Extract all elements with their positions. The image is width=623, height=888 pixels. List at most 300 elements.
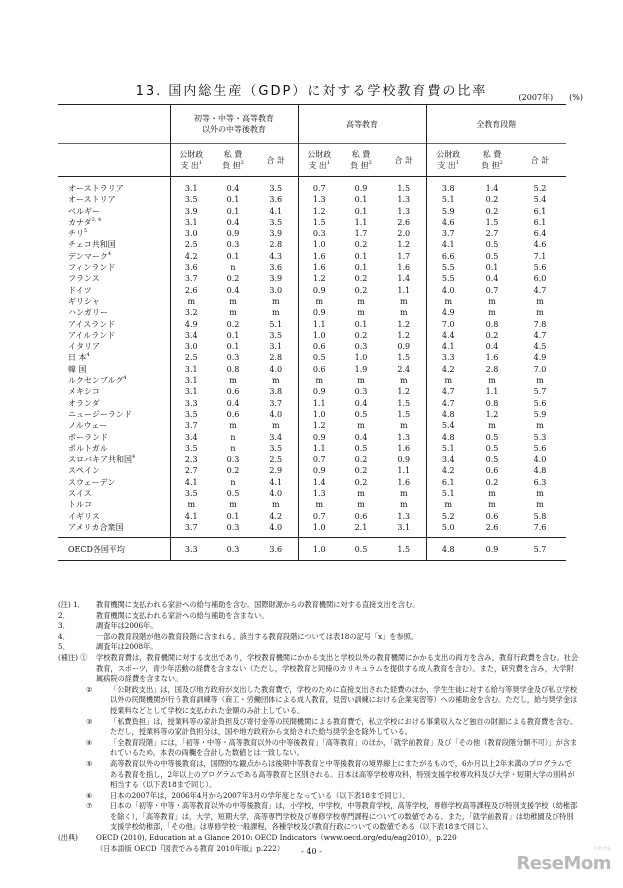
table-cell: 0.4 [354, 398, 368, 408]
country-name: チェコ共和国 [68, 240, 116, 250]
country-name: 韓 国 [68, 364, 87, 374]
table-cell: m [229, 296, 237, 306]
table-cell: 4.9 [170, 319, 212, 330]
note-label: 2． [58, 610, 70, 620]
table-cell: 7.8 [533, 319, 547, 329]
table-cell: m [357, 489, 365, 499]
table-cell: 1.3 [298, 488, 340, 499]
note-label: ③ [86, 716, 93, 726]
table-cell: m [488, 489, 496, 499]
table-row [58, 239, 566, 250]
table-cell: 1.6 [298, 262, 340, 273]
note-text: 調査年は2008年。 [96, 642, 158, 652]
note-item [58, 653, 578, 685]
subheader-private: 私 費 負 担$^2$ [340, 144, 382, 177]
table-cell: 0.2 [485, 206, 499, 216]
table-cell: 2.1 [354, 522, 368, 532]
table-cell: 0.5 [485, 432, 499, 442]
table-cell: 2.5 [269, 455, 283, 465]
table-cell: 4.7 [533, 285, 547, 295]
country-subheader [58, 144, 170, 177]
table-cell: m [399, 308, 408, 318]
country-name: フランス [68, 274, 100, 284]
table-cell: 0.3 [226, 353, 240, 363]
group-header-line2: 以外の中等後教育 [202, 125, 266, 134]
note-label: (補注) ① [58, 652, 88, 662]
table-cell: m [170, 296, 212, 307]
table-cell: 0.4 [226, 184, 240, 193]
country-name: トルコ [68, 500, 92, 510]
table-cell: 0.3 [354, 342, 368, 352]
table-cell: 1.1 [485, 387, 499, 397]
table-cell: 1.1 [298, 398, 340, 409]
table-cell: 0.3 [226, 522, 240, 532]
table-cell: m [229, 500, 237, 510]
country-name: アイスランド [68, 319, 116, 329]
page-title: 13. 国内総生産（GDP）に対する学校教育費の比率 [135, 84, 488, 99]
table-cell: m [426, 296, 470, 307]
table-cell: 1.2 [397, 240, 411, 250]
table-cell: 3.8 [426, 177, 470, 195]
country-name: オーストリア [68, 195, 116, 205]
table-cell: 4.2 [426, 364, 470, 375]
table-cell: 0.2 [354, 455, 368, 465]
table-cell: 1.1 [354, 217, 368, 227]
country-name: ベルギー [68, 206, 100, 216]
table-cell: 4.0 [269, 364, 283, 374]
education-expenditure-table [58, 104, 566, 561]
table-cell: 3.5 [269, 330, 283, 340]
table-row [58, 273, 566, 284]
table-cell: 3.2 [170, 307, 212, 318]
table-cell: m [229, 376, 237, 386]
table-cell: 1.5 [397, 353, 411, 363]
table-cell: 1.1 [397, 466, 411, 476]
country-name: ドイツ [68, 285, 92, 295]
table-cell: m [357, 296, 365, 306]
country-name: チリ$^5$ [68, 228, 88, 239]
table-cell: 0.1 [226, 206, 240, 216]
note-item [58, 685, 578, 717]
table-cell: 1.0 [298, 522, 340, 538]
table-cell: 3.0 [170, 341, 212, 352]
country-name: カナダ$^{3, 4}$ [68, 216, 102, 227]
table-cell: 0.9 [298, 465, 340, 476]
table-cell: 0.1 [354, 251, 368, 261]
table-cell: 5.7 [533, 387, 547, 397]
group-header-secondary [170, 105, 298, 144]
table-cell: 1.5 [485, 217, 499, 227]
country-name: ポルトガル [68, 443, 108, 453]
table-cell: 1.3 [397, 195, 411, 205]
table-cell: 2.6 [397, 217, 411, 227]
table-row [58, 409, 566, 420]
table-cell: 0.9 [470, 538, 514, 561]
note-label: ④ [86, 737, 93, 747]
table-cell: 3.7 [269, 398, 283, 408]
table-cell: 1.5 [397, 409, 411, 419]
note-label: ⑤ [86, 758, 93, 768]
table-cell: 4.3 [269, 251, 283, 261]
note-item [58, 600, 578, 611]
table-cell: 5.6 [533, 443, 547, 453]
table-cell: m [357, 421, 365, 431]
table-cell: 3.5 [269, 217, 283, 227]
table-cell: 3.9 [269, 274, 283, 284]
table-cell: 1.5 [382, 538, 426, 561]
table-cell: 0.1 [226, 511, 240, 521]
table-cell: m [536, 376, 544, 386]
table-cell: 7.0 [533, 364, 547, 374]
note-item [58, 642, 578, 653]
country-name: ギリシャ [68, 296, 100, 306]
subheader-total: 合 計 [254, 144, 298, 177]
subheader-public: 公財政 支 出$^1$ [298, 144, 340, 177]
table-row [58, 330, 566, 341]
table-cell: 4.0 [426, 285, 470, 296]
table-cell: 5.0 [426, 522, 470, 538]
country-name: デンマーク$^4$ [68, 250, 112, 261]
table-cell: 1.6 [485, 353, 499, 363]
table-cell: 5.1 [426, 194, 470, 205]
table-cell: 6.1 [426, 477, 470, 488]
note-text: 「私費負担」は，授業料等の家計負担及び寄付金等の民間機関による教育費で，私立学校における事業収入など独自の財源による教育費を含む。ただし，授業料等の家計負担分は，国や地方政府から支給された給与奨学金を除外している。 [110, 716, 578, 737]
table-cell: 3.9 [170, 206, 212, 217]
notes-section [58, 600, 578, 854]
table-cell: m [426, 499, 470, 510]
table-cell: 3.1 [397, 522, 411, 532]
table-cell: 0.9 [354, 184, 368, 193]
table-cell: m [399, 376, 408, 386]
note-label: 5． [58, 642, 70, 652]
table-cell: m [399, 421, 408, 431]
country-name: スウェーデン [68, 477, 116, 487]
table-cell: 0.2 [485, 330, 499, 340]
table-cell: n [230, 432, 236, 442]
table-cell: 3.7 [170, 273, 212, 284]
note-text: 日本の「初等・中等・高等教育以外の中等後教育」は，小学校，中学校，中等教育学校，高等学校，専修学校高等課程及び特別支援学校（幼稚部を除く），「高等教育」は，大学，短期大学，高等専門学校及び専修学校専門課程についての数値である。また，「就学前教育」は幼稚園及び特別支援学校幼稚部，「その他」は専修学校一般課程，各種学校及び教育行政についての数値である（以下表18まで同じ）。 [110, 801, 578, 832]
table-cell: 2.9 [269, 466, 283, 476]
subheader-private: 私 費 負 担$^2$ [212, 144, 254, 177]
table-cell: 0.8 [485, 319, 499, 329]
table-cell: n [230, 263, 236, 273]
table-row [58, 296, 566, 307]
country-name: オーストラリア [68, 184, 124, 193]
table-cell: 5.6 [533, 263, 547, 273]
table-cell: 4.8 [426, 432, 470, 443]
table-cell: 6.1 [533, 217, 547, 227]
table-cell: 5.8 [533, 511, 547, 521]
table-cell: 2.8 [485, 364, 499, 374]
table-cell: 3.5 [170, 443, 212, 454]
unit-note: (2007年) (%) [518, 93, 583, 102]
table-cell: 5.9 [533, 409, 547, 419]
table-cell: m [399, 296, 408, 306]
table-cell: 0.7 [485, 285, 499, 295]
table-cell: 4.1 [269, 206, 283, 216]
country-name: 日 本$^4$ [68, 352, 90, 363]
note-item [58, 632, 578, 643]
note-text: 「公財政支出」は，国及び地方政府が支出した教育費で，学校のために直接支出された経費のほか，学生生徒に対する給与等奨学金及び私立学校以外の民間機関が行う教育訓練等（商工・労働団体による成人教育，見習い訓練における企業実習等）への補助金を含む。ただし，給与奨学金は授業料などとして学校に支払われた金額のみ計上している。 [110, 684, 578, 715]
country-name: イタリア [68, 342, 100, 352]
table-row [58, 341, 566, 352]
table-row [58, 364, 566, 375]
table-row [58, 352, 566, 363]
table-cell: 2.8 [269, 353, 283, 363]
subheader-private: 私 費 負 担$^2$ [470, 144, 514, 177]
table-cell: 3.1 [170, 375, 212, 386]
table-cell: 1.6 [298, 251, 340, 262]
table-cell: 3.4 [170, 432, 212, 443]
table-cell: 0.9 [298, 386, 340, 397]
table-cell: 0.5 [485, 455, 499, 465]
table-cell: 2.3 [170, 454, 212, 465]
table-cell: 5.7 [514, 538, 566, 561]
table-row [58, 465, 566, 476]
note-text: 一部の教育段階が他の教育段階に含まれる。該当する教育段階については表18の記号「x」を参照。 [96, 631, 419, 641]
note-label: ② [86, 684, 93, 694]
table-cell: 0.9 [397, 455, 411, 465]
table-cell: 0.1 [226, 195, 240, 205]
table-cell: 0.3 [298, 228, 340, 239]
table-cell: 1.4 [397, 274, 411, 284]
table-cell: 5.6 [533, 398, 547, 408]
table-row [58, 262, 566, 273]
table-cell: 1.2 [298, 206, 340, 217]
table-cell: 0.4 [354, 432, 368, 442]
table-row [58, 432, 566, 443]
table-cell: 2.0 [397, 229, 411, 239]
table-cell: 1.4 [485, 184, 499, 193]
table-cell: m [229, 421, 237, 431]
table-cell: 6.4 [533, 229, 547, 239]
table-cell: 0.2 [485, 195, 499, 205]
table-cell: 3.0 [269, 285, 283, 295]
table-cell: 3.4 [426, 454, 470, 465]
table-cell: m [271, 308, 280, 318]
table-cell: 3.1 [170, 364, 212, 375]
table-row [58, 375, 566, 386]
table-cell: m [426, 375, 470, 386]
table-cell: 0.2 [354, 477, 368, 487]
table-cell: 4.9 [533, 353, 547, 363]
table-cell: 1.6 [397, 477, 411, 487]
table-cell: 0.9 [298, 285, 340, 296]
table-cell: 5.4 [533, 195, 547, 205]
subheader-total: 合 計 [514, 144, 566, 177]
table-cell: 4.1 [170, 511, 212, 522]
table-cell: 4.4 [426, 330, 470, 341]
table-cell: 0.6 [485, 466, 499, 476]
table-cell: 0.2 [354, 466, 368, 476]
table-row [58, 477, 566, 488]
country-name: ノルウェー [68, 421, 108, 431]
table-cell: 3.6 [269, 263, 283, 273]
table-row [58, 511, 566, 522]
subheader-public: 公財政 支 出$^1$ [426, 144, 470, 177]
table-row [58, 228, 566, 239]
table-cell: m [536, 308, 544, 318]
table-cell: 0.4 [226, 285, 240, 295]
table-cell: 4.2 [269, 511, 283, 521]
country-name: ニュージーランド [68, 409, 132, 419]
table-cell: 3.5 [170, 488, 212, 499]
table-cell: 0.2 [354, 240, 368, 250]
table-cell: 0.8 [226, 364, 240, 374]
note-label: (出典) [58, 833, 78, 843]
table-cell: m [488, 308, 496, 318]
table-cell: 0.4 [226, 217, 240, 227]
table-cell: 1.5 [397, 184, 411, 193]
table-cell: 4.6 [533, 240, 547, 250]
table-cell: 3.5 [170, 409, 212, 420]
country-name: アイルランド [68, 330, 116, 340]
table-cell: m [298, 296, 340, 307]
table-cell: m [271, 421, 280, 431]
country-name: ルクセンブルグ$^4$ [68, 375, 127, 386]
table-cell: 1.2 [397, 319, 411, 329]
table-cell: 7.0 [426, 319, 470, 330]
table-cell: 4.1 [170, 477, 212, 488]
table-cell: 0.6 [298, 364, 340, 375]
country-name: オランダ [68, 398, 100, 408]
table-cell: 4.5 [533, 342, 547, 352]
table-cell: 0.8 [485, 398, 499, 408]
table-cell: 5.2 [533, 184, 547, 193]
table-cell: 6.3 [533, 477, 547, 487]
table-cell: 3.7 [170, 522, 212, 538]
table-cell: 1.0 [354, 353, 368, 363]
table-cell: 7.6 [533, 522, 547, 532]
table-row [58, 206, 566, 217]
table-cell: 0.7 [298, 177, 340, 195]
table-cell: 1.4 [298, 477, 340, 488]
table-cell: m [357, 308, 365, 318]
table-cell: 1.2 [485, 409, 499, 419]
table-cell: 3.5 [269, 443, 283, 453]
country-name: ハンガリー [68, 308, 108, 318]
table-cell: 0.4 [226, 398, 240, 408]
table-cell: 3.7 [426, 228, 470, 239]
table-row [58, 454, 566, 465]
table-cell: 0.5 [226, 489, 240, 499]
table-cell: 0.5 [354, 443, 368, 453]
table-row [58, 386, 566, 397]
table-cell: 1.2 [298, 420, 340, 431]
table-cell: 0.6 [354, 511, 368, 521]
table-row [58, 194, 566, 205]
table-cell: 3.4 [170, 330, 212, 341]
table-cell: 0.1 [354, 195, 368, 205]
table-cell: 1.2 [397, 330, 411, 340]
group-header-line1: 初等・中等・高等教育 [194, 114, 274, 123]
table-row [58, 398, 566, 409]
table-cell: 1.7 [397, 251, 411, 261]
table-row [58, 522, 566, 538]
table-cell: 3.5 [269, 184, 283, 193]
table-cell: m [271, 500, 280, 510]
table-cell: 5.1 [426, 488, 470, 499]
table-cell: 5.9 [426, 206, 470, 217]
table-cell: 0.2 [485, 477, 499, 487]
table-cell: 0.6 [226, 387, 240, 397]
table-cell: 0.6 [298, 341, 340, 352]
table-cell: 2.7 [485, 229, 499, 239]
table-cell: 5.1 [426, 443, 470, 454]
table-cell: m [488, 376, 496, 386]
table-cell: 0.3 [354, 387, 368, 397]
table-row [58, 420, 566, 431]
group-header-tertiary: 高等教育 [298, 105, 426, 144]
table-cell: 0.3 [226, 455, 240, 465]
table-cell: 3.3 [170, 538, 212, 561]
table-cell: 4.0 [269, 409, 283, 419]
table-cell: 4.1 [269, 477, 283, 487]
table-row [58, 443, 566, 454]
table-cell: 4.1 [426, 239, 470, 250]
table-cell: 0.1 [354, 319, 368, 329]
table-cell: 3.3 [170, 398, 212, 409]
table-cell: 1.1 [298, 443, 340, 454]
note-text: OECD (2010), Education at a Glance 2010: OECD Indicators（www.oecd.org/edu/eag2010），p.220 [96, 833, 457, 843]
note-text: （日本語版 OECD『図表でみる教育 2010年版』p.222） [96, 843, 285, 853]
country-name: OECD各国平均 [58, 538, 170, 561]
table-cell: m [488, 421, 496, 431]
table-cell: 3.6 [269, 195, 283, 205]
table-row [58, 217, 566, 228]
note-text: 高等教育以外の中等後教育は，国際的な観点からは後期中等教育と中等後教育の境界線上にまたがるもので，6か月以上2年未満のプログラムである教育を指し，2年以上のプログラムである高等教育と区別される。日本は高等学校専攻科，特別支援学校専攻科及び大学・短期大学の別科が相当する（以下表18まで同じ）。 [110, 758, 575, 790]
country-name: ポーランド [68, 432, 108, 442]
table-cell: m [271, 376, 280, 386]
table-cell: 0.2 [354, 285, 368, 295]
table-cell: 0.5 [485, 443, 499, 453]
note-item [58, 791, 578, 802]
table-cell: m [271, 296, 280, 306]
table-cell: n [230, 477, 236, 487]
table-cell: 0.2 [226, 274, 240, 284]
table-cell: n [230, 443, 236, 453]
table-cell: 0.1 [354, 206, 368, 216]
table-cell: m [229, 308, 237, 318]
table-cell: 5.4 [426, 420, 470, 431]
country-name: メキシコ [68, 387, 100, 397]
table-cell: 3.5 [170, 194, 212, 205]
table-cell: 3.3 [426, 352, 470, 363]
table-cell: 0.3 [226, 240, 240, 250]
table-row [58, 177, 566, 195]
table-cell: 1.6 [397, 263, 411, 273]
country-header [58, 105, 170, 144]
table-cell: 0.4 [485, 274, 499, 284]
note-text: 「全教育段階」には，「初等・中等・高等教育以外の中等後教育」「高等教育」のほか，「就学前教育」及び「その他（教育段階分類不可）」が含まれているため，本表の両欄を合計した数値とは一致しない。 [110, 737, 578, 758]
table-cell: 7.1 [533, 251, 547, 261]
table-cell: 4.9 [426, 307, 470, 318]
table-cell: 0.1 [226, 330, 240, 340]
table-cell: 2.6 [170, 285, 212, 296]
table-cell: 1.3 [397, 511, 411, 521]
table-cell: 1.9 [354, 364, 368, 374]
note-text: 教育機関に支払われる家計への給与補助を含まない。 [96, 610, 269, 620]
table-cell: 2.5 [170, 352, 212, 363]
table-cell: 1.0 [298, 409, 340, 420]
table-cell: 1.5 [397, 398, 411, 408]
note-label: 4． [58, 631, 70, 641]
group-header-all-levels: 全教育段階 [426, 105, 566, 144]
table-cell: 3.1 [170, 386, 212, 397]
country-name: イギリス [68, 511, 100, 521]
table-row [58, 488, 566, 499]
table-cell: 4.7 [426, 386, 470, 397]
